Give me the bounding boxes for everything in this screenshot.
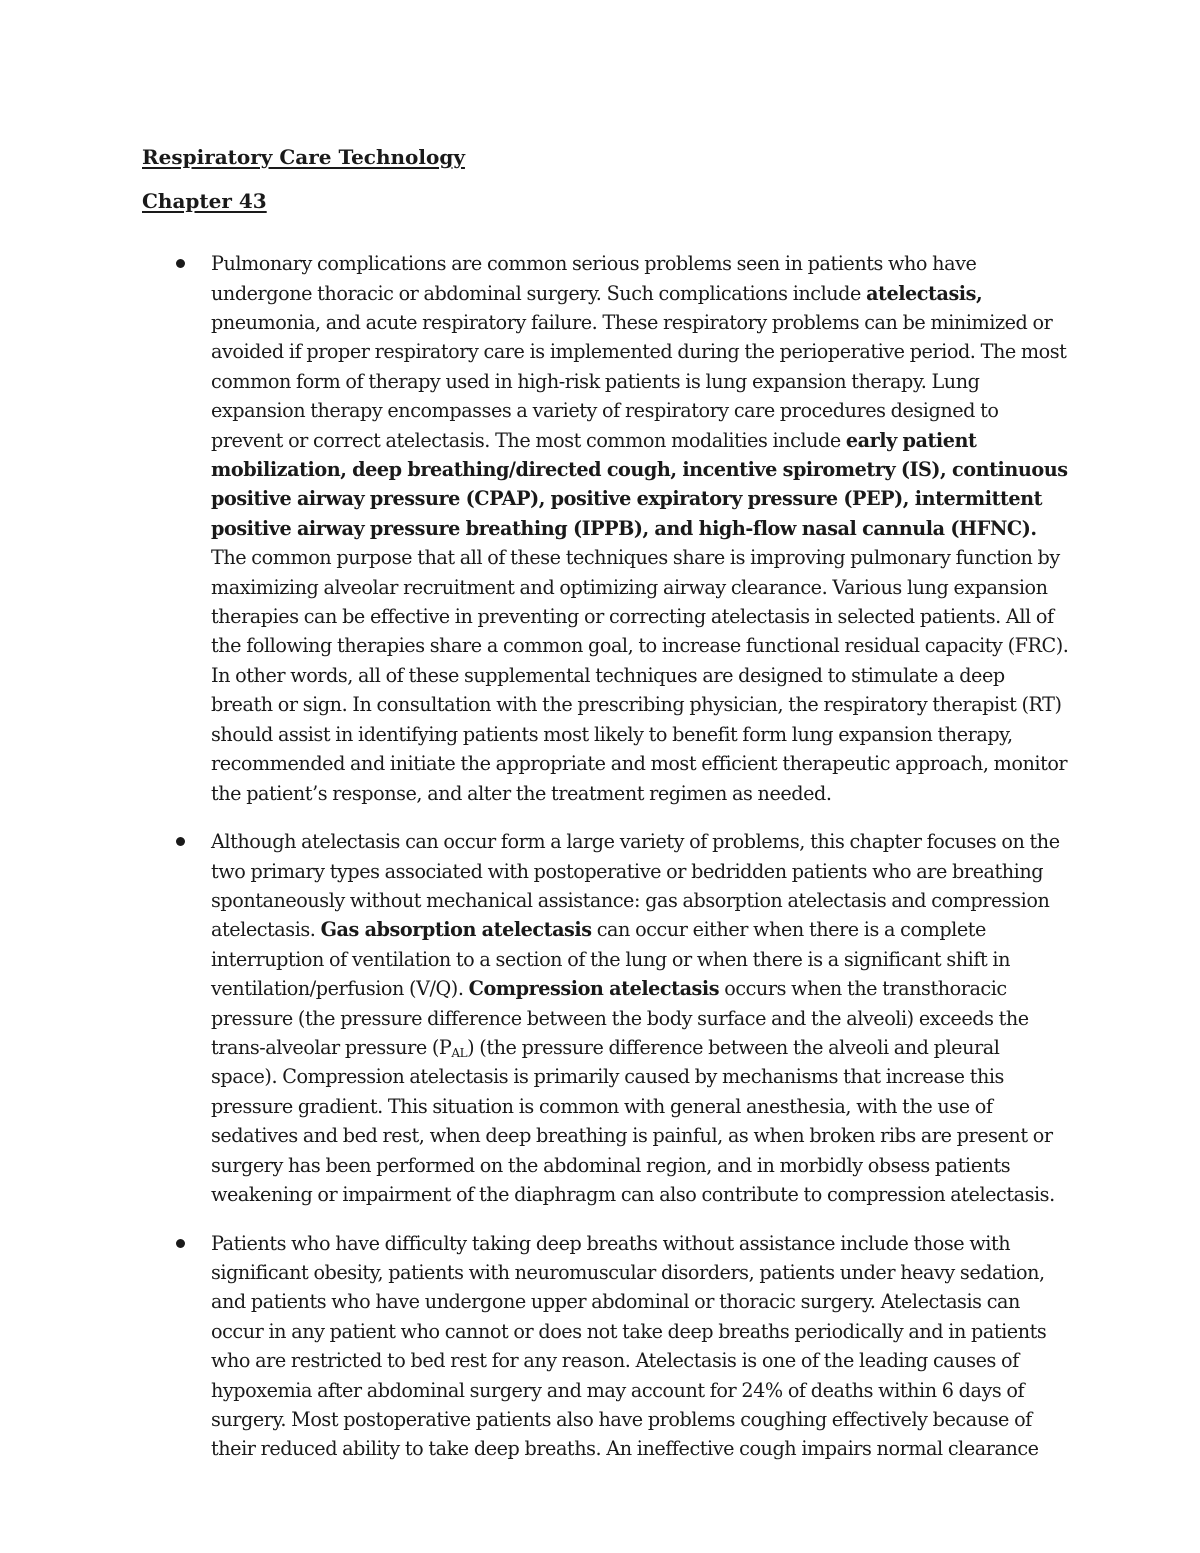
text-span: pneumonia, and acute respiratory failure. These respiratory problems can be minimized or avoided if proper respiratory care is implemented during the perioperative period. The most common form of therapy used in high-risk patients is lung expansion therapy. Lung expansion therapy encompasses a variety of respiratory care procedures designed to prevent or correct atelectasis. The most common modalities include (211, 311, 1067, 452)
bullet-paragraph (211, 1229, 1069, 1464)
bullet-item (0, 1229, 1200, 1464)
text-span: ) (the pressure difference between the alveoli and pleural space). Compression atelectasis is primarily caused by mechanisms that increase this pressure gradient. This situation is common with general anesthesia, with the use of sedatives and bed rest, when deep breathing is painful, as when broken ribs are present or surgery has been performed on the abdominal region, and in morbidly obsess patients weakening or impairment of the diaphragm can also contribute to compression atelectasis. (211, 1035, 1055, 1206)
bullet-item (0, 249, 1200, 808)
bullet-list (0, 230, 1200, 1483)
text-span: The common purpose that all of these techniques share is improving pulmonary function by maximizing alveolar recruitment and optimizing airway clearance. Various lung expansion therapies can be effective in preventing or correcting atelectasis in selected patients. All of the following therapies share a common goal, to increase functional residual capacity (FRC). In other words, all of these supplemental techniques are designed to stimulate a deep breath or sign. In consultation with the prescribing physician, the respiratory therapist (RT) should assist in identifying patients most likely to benefit form lung expansion therapy, recommended and initiate the appropriate and most efficient therapeutic approach, monitor the patient’s response, and alter the treatment regimen as needed. (211, 546, 1069, 805)
subscript: AL (451, 1045, 468, 1060)
text-span: occurs when the transthoracic pressure (the pressure difference between the body surface and the alveoli) exceeds the trans-alveolar pressure (P (211, 977, 1029, 1059)
bullet-item (0, 827, 1200, 1209)
bold-term: atelectasis, (866, 281, 983, 305)
text-span: Although atelectasis can occur form a large variety of problems, this chapter focuses on the two primary types associated with postoperative or bedridden patients who are breathing spontaneously without mechanical assistance: gas absorption atelectasis and compression atelectasis. (211, 830, 1060, 942)
bullet-icon (176, 259, 185, 268)
bullet-icon (176, 1239, 185, 1248)
text-span: Patients who have difficulty taking deep breaths without assistance include those with significant obesity, patients with neuromuscular disorders, patients under heavy sedation, and patients who have undergone upper abdominal or thoracic surgery. Atelectasis can occur in any patient who cannot or does not take deep breaths periodically and in patients who are restricted to bed rest for any reason. Atelectasis is one of the leading causes of hypoxemia after abdominal surgery and may account for 24% of deaths within 6 days of surgery. Most postoperative patients also have problems coughing effectively because of their reduced ability to take deep breaths. An ineffective cough impairs normal clearance (211, 1231, 1047, 1461)
bullet-paragraph (211, 827, 1069, 1209)
bold-term: Gas absorption atelectasis (320, 918, 592, 942)
text-span: can occur either when there is a complete interruption of ventilation to a section of the lung or when there is a significant shift in ventilation/perfusion (V/Q). (211, 918, 1010, 1001)
text-span: Pulmonary complications are common serious problems seen in patients who have undergone thoracic or abdominal surgery. Such complications include (211, 252, 977, 305)
bullet-paragraph (211, 249, 1069, 808)
bold-modalities: early patient mobilization, deep breathing/directed cough, incentive spirometry (IS), continuous positive airway pressure (CPAP), positive expiratory pressure (PEP), intermittent positive airway pressure breathing (IPPB), and high-flow nasal cannula (HFNC). (211, 428, 1068, 540)
document-title: Respiratory Care Technology (142, 145, 465, 169)
bullet-icon (176, 837, 185, 846)
chapter-title: Chapter 43 (142, 189, 267, 213)
bold-term: Compression atelectasis (468, 977, 720, 1001)
